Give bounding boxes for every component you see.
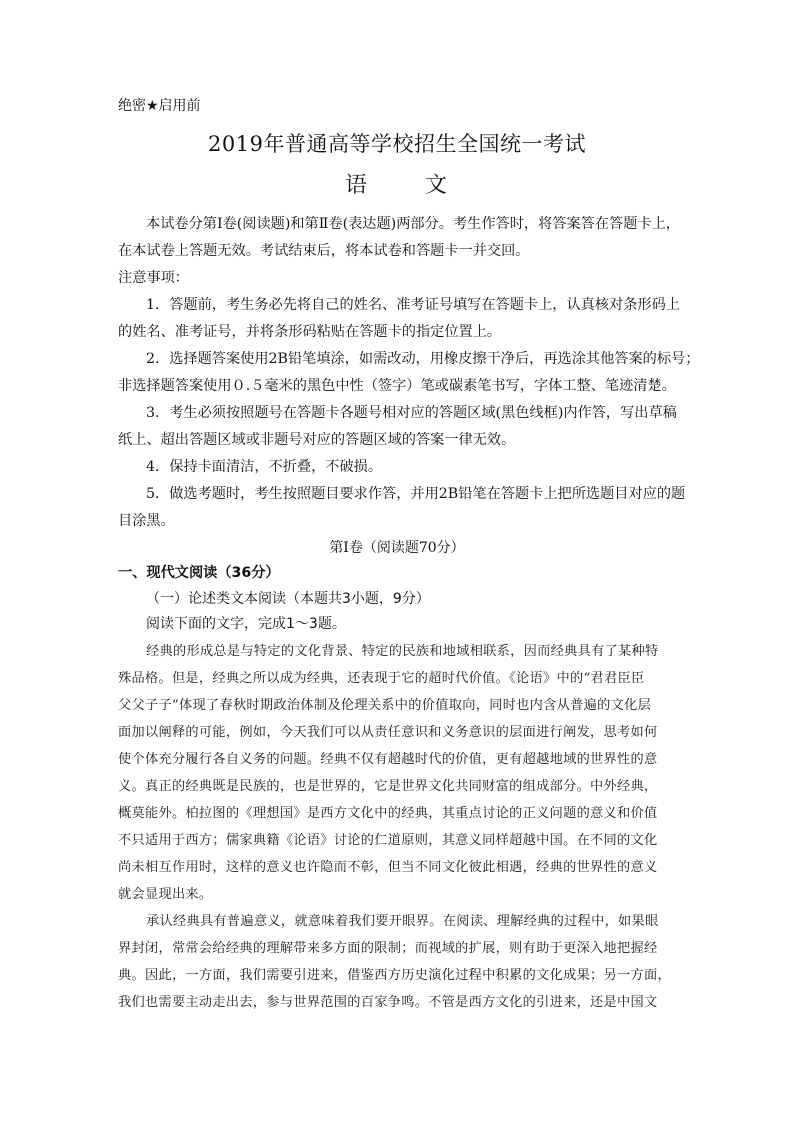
passage-line: 我们也需要主动走出去，参与世界范围的百家争鸣。不管是西方文化的引进来，还是中国文 <box>118 995 658 1010</box>
note-line: 的姓名、准考证号，并将条形码粘贴在答题卡的指定位置上。 <box>118 324 502 340</box>
note-line: 非选择题答案使用０.５毫米的黑色中性（签字）笔或碳素笔书写，字体工整、笔迹清楚。 <box>118 378 676 394</box>
exam-title: 2019年普通高等学校招生全国统一考试 <box>208 132 586 156</box>
passage-line: 殊品格。但是，经典之所以成为经典，还表现于它的超时代价值。《论语》中的“君君臣臣 <box>118 671 645 686</box>
subsection-title: （一）论述类文本阅读（本题共3小题，9分） <box>146 591 430 607</box>
section-title: 一、现代文阅读（36分） <box>118 565 280 581</box>
passage-line: 使个体充分履行各自义务的问题。经典不仅有超越时代的价值，更有超越地域的世界性的意 <box>118 752 658 767</box>
intro-line: 本试卷分第Ⅰ卷(阅读题)和第Ⅱ卷(表达题)两部分。考生作答时，将答案答在答题卡上， <box>146 216 680 232</box>
passage-line: 尚未相互作用时，这样的意义也许隐而不彰，但当不同文化彼此相遇，经典的世界性的意义 <box>118 860 658 875</box>
intro-line: 在本试卷上答题无效。考试结束后，将本试卷和答题卡一并交回。 <box>118 243 530 259</box>
note-line: 3．考生必须按照题号在答题卡各题号相对应的答题区域(黑色线框)内作答，写出草稿 <box>146 405 677 421</box>
passage-line: 界封闭，常常会给经典的理解带来多方面的限制；而视域的扩展，则有助于更深入地把握经 <box>118 941 658 956</box>
passage-line: 不只适用于西方；儒家典籍《论语》讨论的仁道原则，其意义同样超越中国。在不同的文化 <box>118 833 658 848</box>
part-title: 第Ⅰ卷（阅读题70分） <box>329 540 465 556</box>
subject-char-2: 文 <box>425 173 450 198</box>
notes-label: 注意事项： <box>118 270 189 286</box>
note-line: 2．选择题答案使用2B铅笔填涂，如需改动，用橡皮擦干净后，再选涂其他答案的标号； <box>146 351 700 367</box>
passage-line: 就会显现出来。 <box>118 887 213 902</box>
note-line: 目涂黑。 <box>118 513 175 529</box>
note-line: 纸上、超出答题区域或非题号对应的答题区域的答案一律无效。 <box>118 432 516 448</box>
passage-line: 经典的形成总是与特定的文化背景、特定的民族和地域相联系，因而经典具有了某种特 <box>146 644 659 659</box>
subject-title <box>0 168 794 199</box>
note-line: 4．保持卡面清洁，不折叠，不破损。 <box>146 459 383 475</box>
reading-instruction: 阅读下面的文字，完成1～3题。 <box>146 616 346 632</box>
passage-line: 父父子子”体现了春秋时期政治体制及伦理关系中的价值取向，同时也内含从普遍的文化层 <box>118 698 652 713</box>
passage-line: 义。真正的经典既是民族的，也是世界的，它是世界文化共同财富的组成部分。中外经典， <box>118 779 658 794</box>
passage-line: 概莫能外。柏拉图的《理想国》是西方文化中的经典，其重点讨论的正义问题的意义和价值 <box>118 806 658 821</box>
passage-line: 承认经典具有普遍意义，就意味着我们要开眼界。在阅读、理解经典的过程中，如果眼 <box>146 914 659 929</box>
passage-line: 面加以阐释的可能，例如，今天我们可以从责任意识和义务意识的层面进行阐发，思考如何 <box>118 725 658 740</box>
note-line: 5．做选考题时，考生按照题目要求作答，并用2B铅笔在答题卡上把所选题目对应的题 <box>146 486 686 502</box>
subject-char-1: 语 <box>344 173 369 198</box>
passage-line: 典。因此，一方面，我们需要引进来，借鉴西方历史演化过程中积累的文化成果；另一方面， <box>118 968 671 983</box>
confidential-label: 绝密★启用前 <box>118 98 201 114</box>
note-line: 1．答题前，考生务必先将自己的姓名、准考证号填写在答题卡上，认真核对条形码上 <box>146 297 680 313</box>
